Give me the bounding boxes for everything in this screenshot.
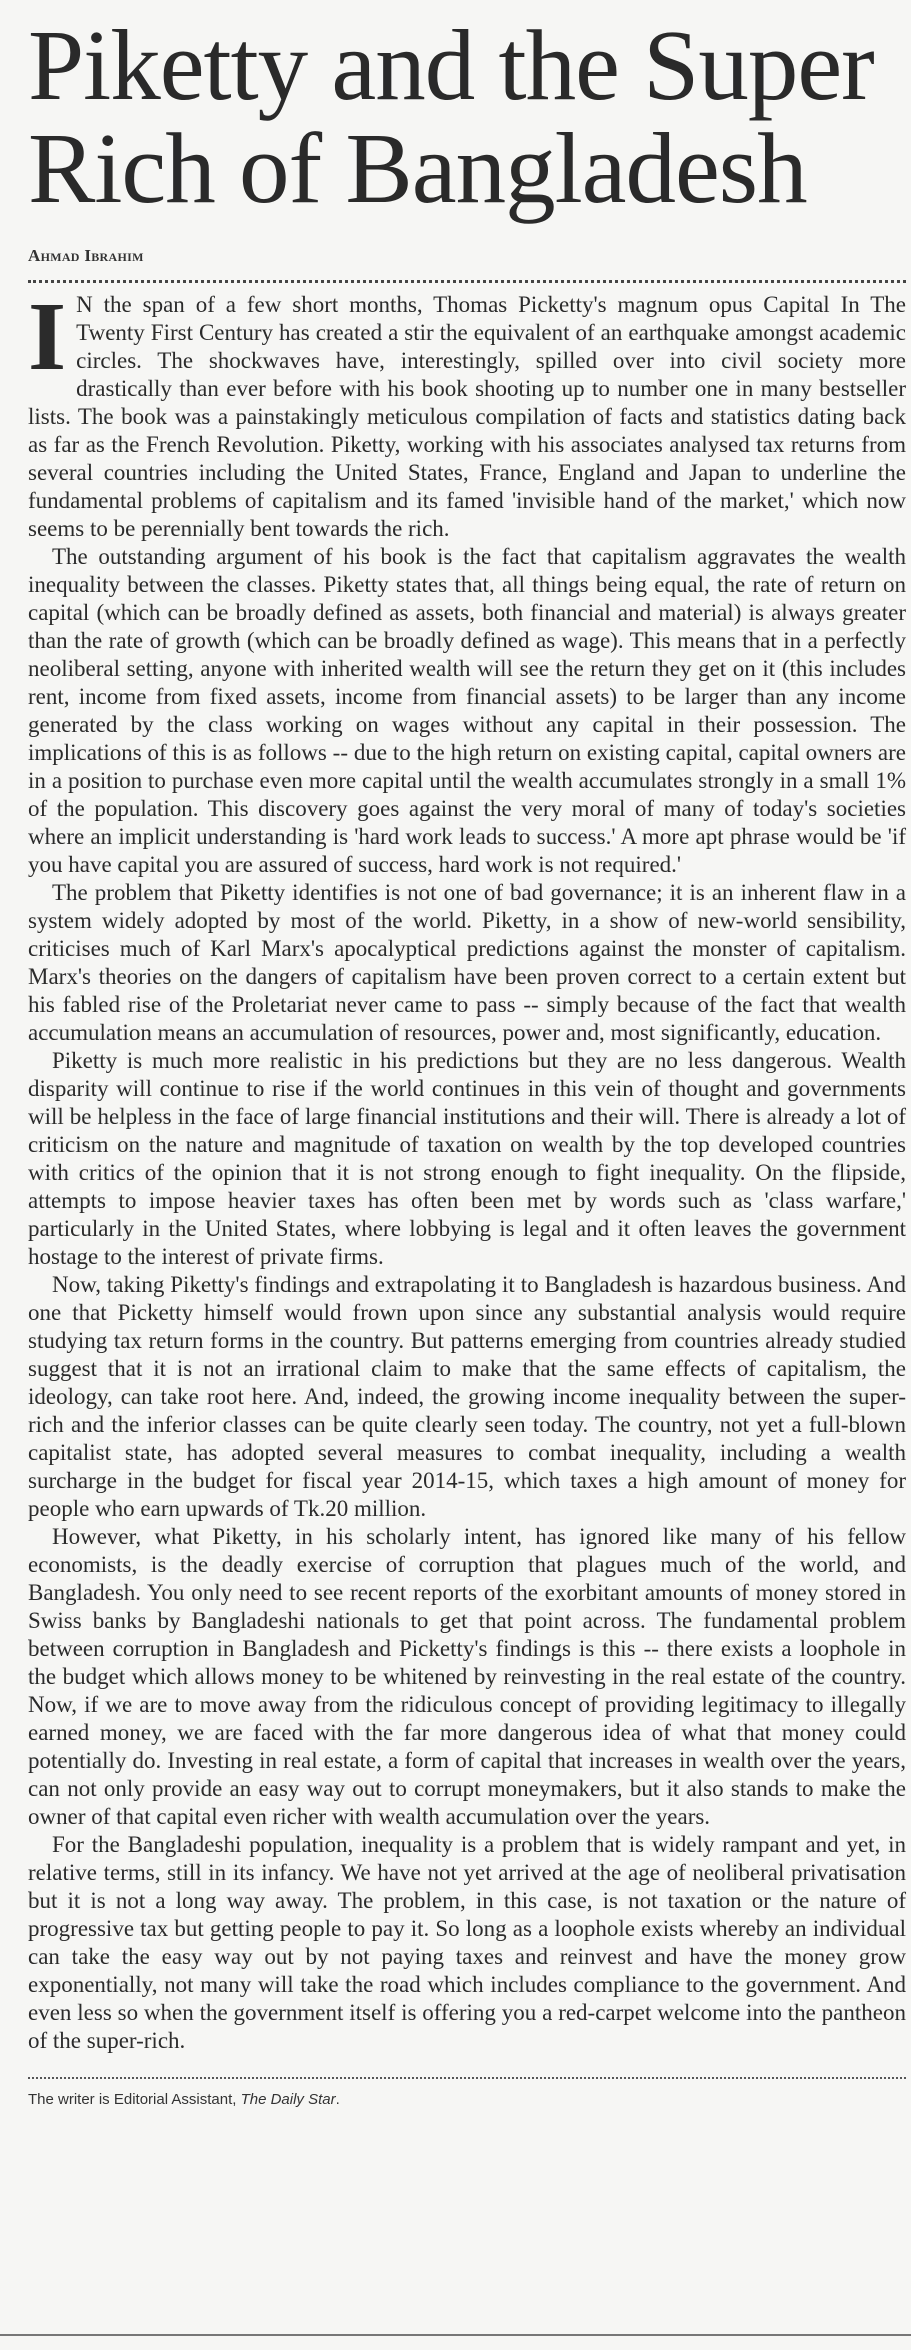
paragraph: Piketty is much more realistic in his predictions but they are no less dangerous. Wealth disparity will continue to rise if the world continues in this vein of thought and governments will be helpless in the face of large financial institutions and their will. There is already a lot of criticism on the nature and magnitude of taxation on wealth by the top developed countries with critics of the opinion that it is not strong enough to fight inequality. On the flipside, attempts to impose heavier taxes has often been met by words such as 'class warfare,' particularly in the United States, where lobbying is legal and it often leaves the government hostage to the interest of private firms. (28, 1048, 906, 1269)
author-byline: Ahmad Ibrahim (28, 246, 144, 265)
dotted-divider (28, 280, 906, 283)
paragraph: Now, taking Piketty's findings and extrapolating it to Bangladesh is hazardous business. And one that Picketty himself would frown upon since any substantial analysis would require studying tax return forms in the country. But patterns emerging from countries already studied suggest that it is not an irrational claim to make that the same effects of capitalism, the ideology, can take root here. And, indeed, the growing income inequality between the super-rich and the inferior classes can be quite clearly seen today. The country, not yet a full-blown capitalist state, has adopted several measures to combat inequality, including a wealth surcharge in the budget for fiscal year 2014-15, which taxes a high amount of money for people who earn upwards of Tk.20 million. (28, 1272, 906, 1521)
publication-name: The Daily Star (240, 2091, 336, 2108)
drop-cap: I (28, 283, 67, 391)
dotted-divider (28, 2077, 906, 2079)
paragraph: However, what Piketty, in his scholarly intent, has ignored like many of his fellow economists, is the deadly exercise of corruption that plagues much of the world, and Bangladesh. You only need to see recent reports of the exorbitant amounts of money stored in Swiss banks by Bangladeshi nationals to get that point across. The fundamental problem between corruption in Bangladesh and Picketty's findings is this -- there exists a loophole in the budget which allows money to be whitened by reinvesting in the real estate of the country. Now, if we are to move away from the ridiculous concept of providing legitimacy to illegally earned money, we are faced with the far more dangerous idea of what that money could potentially do. Investing in real estate, a form of capital that increases in wealth over the years, can not only provide an easy way out to corrupt moneymakers, but it also stands to make the owner of that capital even richer with wealth accumulation over the years. (28, 1524, 906, 1829)
paragraph: The problem that Piketty identifies is not one of bad governance; it is an inherent flaw in a system widely adopted by most of the world. Piketty, in a show of new-world sensibility, criticises much of Karl Marx's apocalyptical predictions against the monster of capitalism. Marx's theories on the dangers of capitalism have been proven correct to a certain extent but his fabled rise of the Proletariat never came to pass -- simply because of the fact that wealth accumulation means an accumulation of resources, power and, most significantly, education. (28, 880, 906, 1045)
title-line-2: Rich of Bangladesh (28, 112, 807, 224)
paragraph: The outstanding argument of his book is the fact that capitalism aggravates the wealth inequality between the classes. Piketty states that, all things being equal, the rate of return on capital (which can be broadly defined as assets, both financial and material) is always greater than the rate of growth (which can be broadly defined as wage). This means that in a perfectly neoliberal setting, anyone with inherited wealth will see the return they get on it (this includes rent, income from fixed assets, income from financial assets) to be larger than any income generated by the class working on wages without any capital in their possession. The implications of this is as follows -- due to the high return on existing capital, capital owners are in a position to purchase even more capital until the wealth accumulates strongly in a small 1% of the population. This discovery goes against the very moral of many of today's societies where an implicit understanding is 'hard work leads to success.' A more apt phrase would be 'if you have capital you are assured of success, hard work is not required.' (28, 544, 906, 877)
bottom-rule (0, 2334, 911, 2336)
article-body (28, 283, 906, 2055)
paragraph: I N the span of a few short months, Thomas Picketty's magnum opus Capital In The Twenty First Century has created a stir the equivalent of an earthquake amongst academic circles. The shockwaves have, interestingly, spilled over into civil society more drastically than ever before with his book shooting up to number one in many bestseller lists. The book was a painstakingly meticulous compilation of facts and statistics dating back as far as the French Revolution. Piketty, working with his associates analysed tax returns from several countries including the United States, France, England and Japan to underline the fundamental problems of capitalism and its famed 'invisible hand of the market,' which now seems to be perennially bent towards the rich. (28, 283, 906, 541)
article (28, 0, 906, 2108)
paragraph: For the Bangladeshi population, inequality is a problem that is widely rampant and yet, in relative terms, still in its infancy. We have not yet arrived at the age of neoliberal privatisation but it is not a long way away. The problem, in this case, is not taxation or the nature of progressive tax but getting people to pay it. So long as a loophole exists whereby an individual can take the easy way out by not paying taxes and reinvest and have the money grow exponentially, not many will take the road which includes compliance to the government. And even less so when the government itself is offering you a red-carpet welcome into the pantheon of the super-rich. (28, 1832, 906, 2053)
article-title (28, 0, 906, 224)
author-note: The writer is Editorial Assistant, The Daily Star. (28, 2091, 340, 2108)
title-line-1: Piketty and the Super (28, 9, 874, 121)
